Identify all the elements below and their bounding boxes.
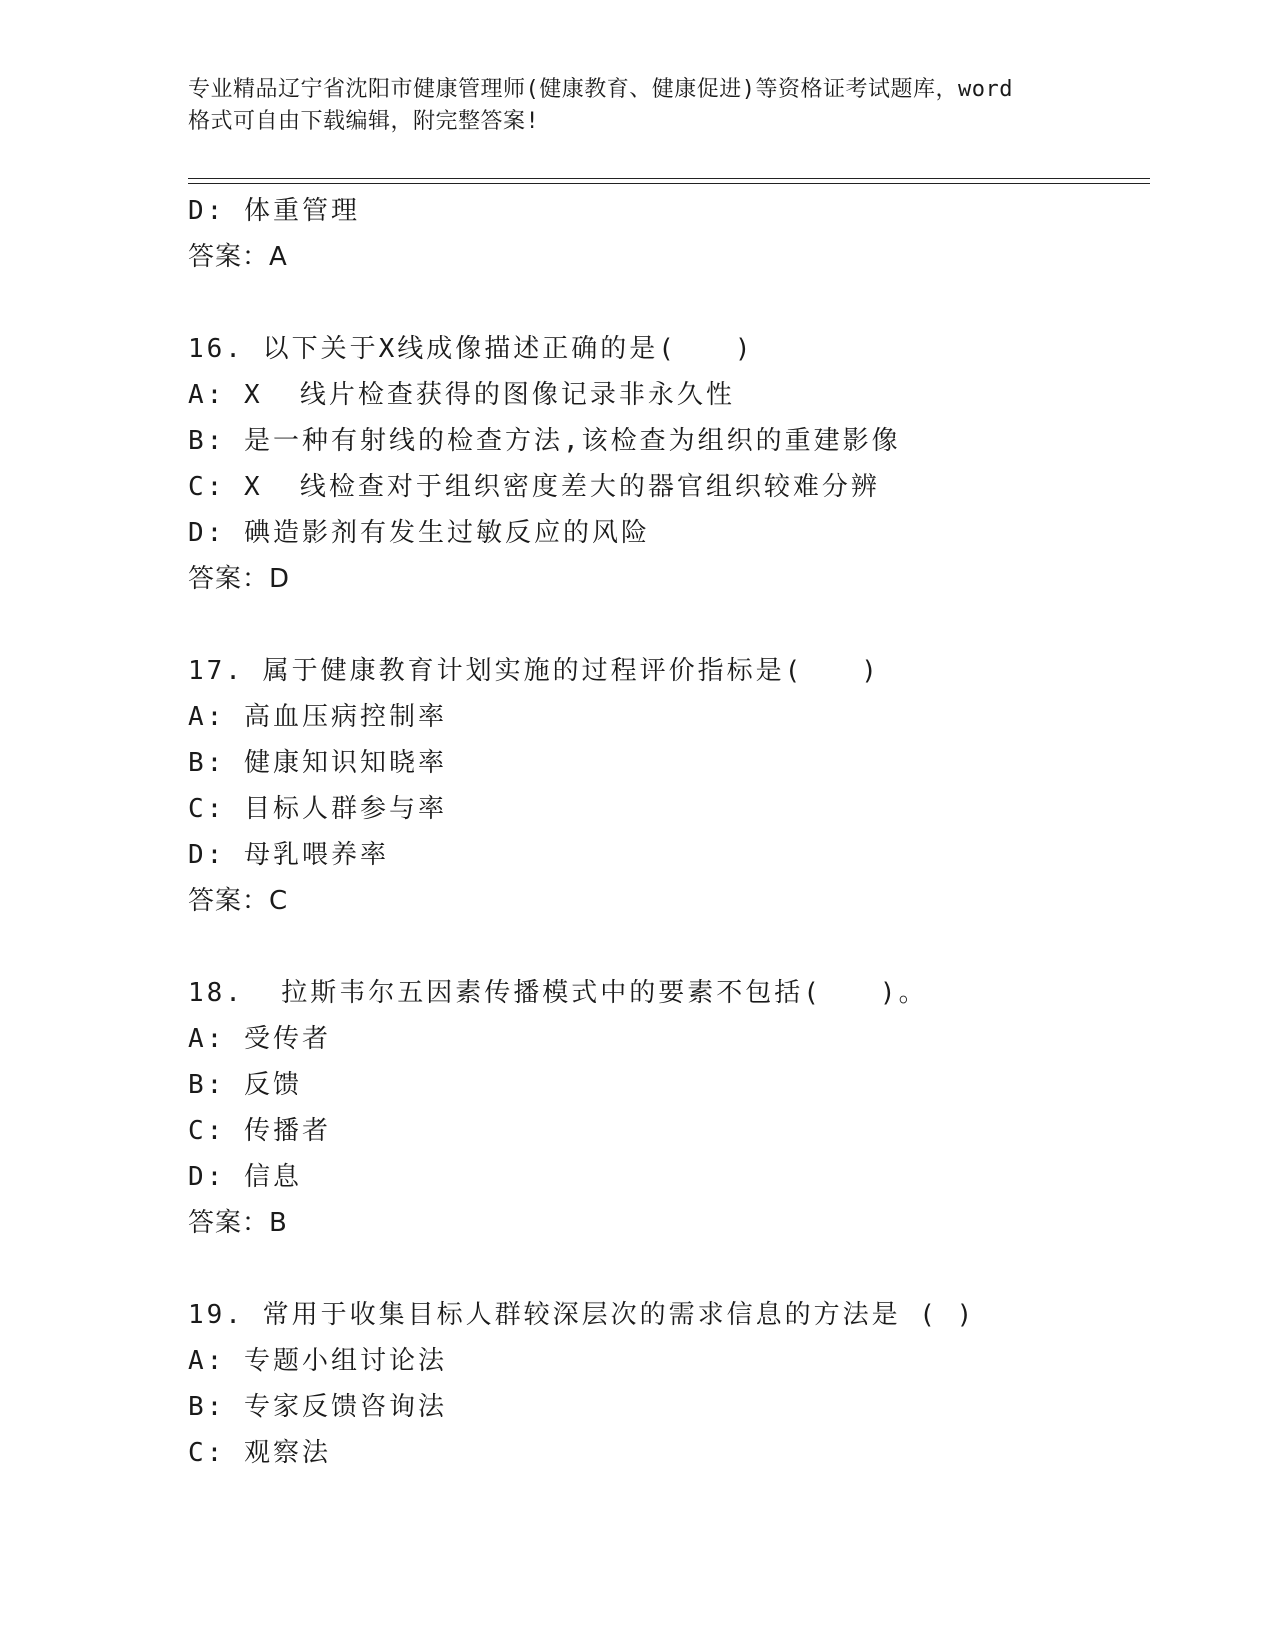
question-18-answer: 答案：B: [188, 1208, 288, 1238]
question-list: [188, 188, 1148, 1476]
question-16-option-b: B: 是一种有射线的检查方法,该检查为组织的重建影像: [188, 426, 901, 456]
question-19-option-a: A: 专题小组讨论法: [188, 1346, 447, 1376]
question-18-stem: 18. 拉斯韦尔五因素传播模式中的要素不包括( )。: [188, 978, 928, 1008]
question-19-option-b: B: 专家反馈咨询法: [188, 1392, 447, 1422]
question-18-option-b: B: 反馈: [188, 1070, 302, 1100]
header-line-2: 格式可自由下载编辑，附完整答案!: [188, 109, 540, 134]
question-18-option-a: A: 受传者: [188, 1024, 331, 1054]
header-divider-bottom: [188, 183, 1150, 184]
question-17-option-a: A: 高血压病控制率: [188, 702, 447, 732]
question-17-option-c: C: 目标人群参与率: [188, 794, 447, 824]
question-16-stem: 16. 以下关于X线成像描述正确的是( ): [188, 334, 754, 364]
spacer: [188, 1246, 1148, 1292]
question-16-answer: 答案：D: [188, 564, 291, 594]
spacer: [188, 280, 1148, 326]
question-19-stem: 19. 常用于收集目标人群较深层次的需求信息的方法是 ( ): [188, 1300, 976, 1330]
question-18-option-d: D: 信息: [188, 1162, 302, 1192]
document-header: [188, 74, 1088, 138]
question-16-option-a: A: X 线片检查获得的图像记录非永久性: [188, 380, 735, 410]
spacer: [188, 924, 1148, 970]
question-17-option-d: D: 母乳喂养率: [188, 840, 389, 870]
question-18-option-c: C: 传播者: [188, 1116, 331, 1146]
question-19-option-c: C: 观察法: [188, 1438, 331, 1468]
question-17-answer: 答案：C: [188, 886, 289, 916]
question-17-option-b: B: 健康知识知晓率: [188, 748, 447, 778]
question-16-option-c: C: X 线检查对于组织密度差大的器官组织较难分辨: [188, 472, 880, 502]
question-16-option-d: D: 碘造影剂有发生过敏反应的风险: [188, 518, 650, 548]
question-17-stem: 17. 属于健康教育计划实施的过程评价指标是( ): [188, 656, 880, 686]
header-line-1: 专业精品辽宁省沈阳市健康管理师(健康教育、健康促进)等资格证考试题库，word: [188, 77, 1013, 102]
prev-answer: 答案：A: [188, 242, 288, 272]
header-divider-top: [188, 178, 1150, 179]
prev-option-d: D: 体重管理: [188, 196, 360, 226]
spacer: [188, 602, 1148, 648]
